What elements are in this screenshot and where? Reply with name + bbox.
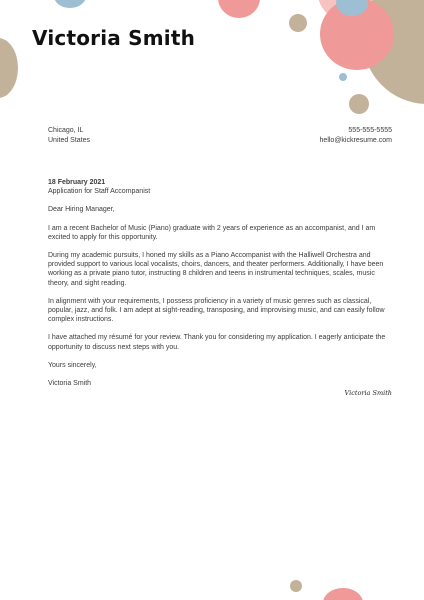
decorative-circle <box>290 580 302 592</box>
letter-body <box>48 178 394 388</box>
handwritten-signature: Victoria Smith <box>344 389 392 397</box>
applicant-name: Victoria Smith <box>32 26 196 50</box>
decorative-circle <box>323 588 363 600</box>
decorative-circle <box>289 14 307 32</box>
letter-date: 18 February 2021 <box>48 179 106 186</box>
sender-address <box>48 126 90 145</box>
letter-sign-name: Victoria Smith <box>48 380 92 388</box>
sender-country: United States <box>48 136 91 144</box>
letter-subject: Application for Staff Accompanist <box>48 188 151 196</box>
letter-closing: Yours sincerely, <box>48 361 97 369</box>
letter-paragraph: I have attached my résumé for your review. Thank you for considering my application. I eagerly anticipate the opportunity to discuss next steps with you. <box>48 334 386 351</box>
letter-paragraph: In alignment with your requirements, I possess proficiency in a variety of music genres such as classical, popular, jazz, and folk. I am adept at sight-reading, transposing, and improvising music, and can easily follow complex instructions. <box>48 297 385 324</box>
letter-paragraph: During my academic pursuits, I honed my skills as a Piano Accompanist with the Halliwell Orchestra and provided support to various local vocalists, choirs, dancers, and theater performers. Additionally, I have been working as a private piano tutor, instructing 8 children and teens in instrumental techniques, scales, music theory, and sight reading. <box>48 252 384 287</box>
letter-paragraph: I am a recent Bachelor of Music (Piano) graduate with 2 years of experience as an accompanist, and I am excited to apply for this opportunity. <box>48 224 376 241</box>
decorative-circle <box>349 94 369 114</box>
sender-phone: 555-555-5555 <box>348 127 392 134</box>
sender-email: hello@kickresume.com <box>319 136 392 144</box>
decorative-circle <box>218 0 260 18</box>
sender-contact <box>320 126 392 145</box>
decorative-circle <box>339 73 347 81</box>
letter-greeting: Dear Hiring Manager, <box>48 206 115 214</box>
decorative-circle <box>0 38 18 98</box>
sender-city: Chicago, IL <box>48 127 84 134</box>
decorative-circle <box>54 0 86 8</box>
